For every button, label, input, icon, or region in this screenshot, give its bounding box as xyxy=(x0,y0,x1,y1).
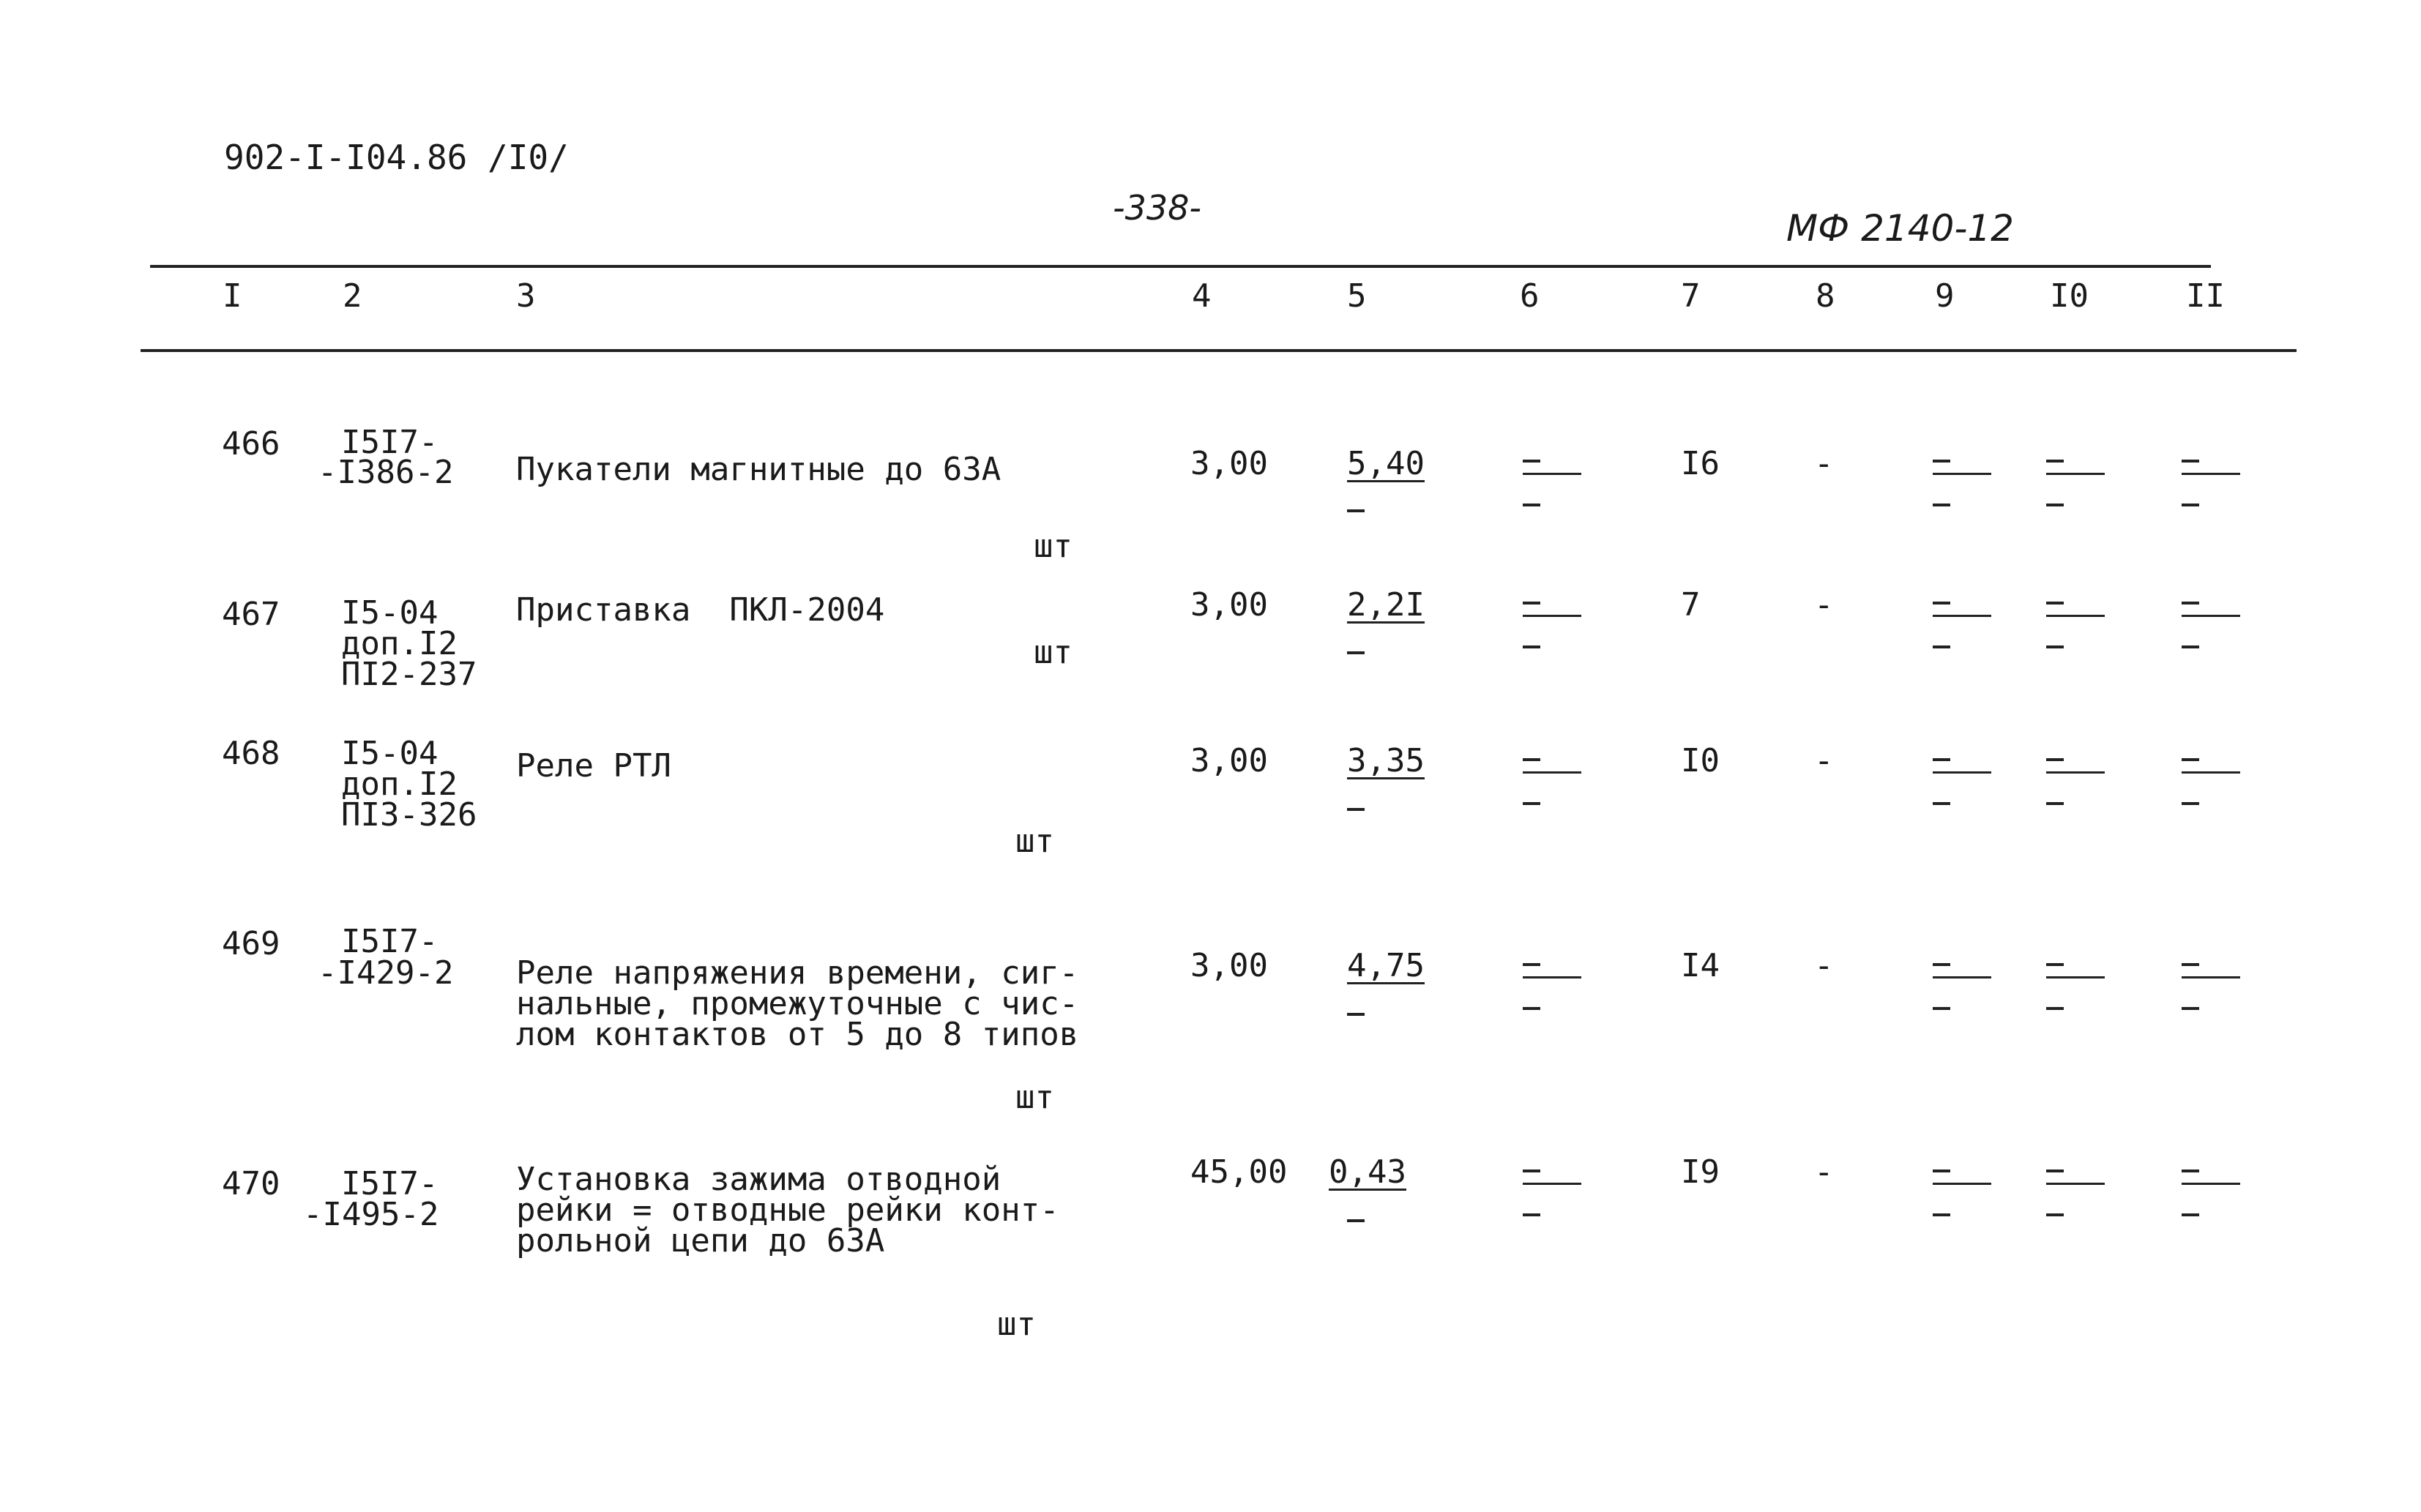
ditto-line xyxy=(1933,1183,1991,1185)
row-code-line: доп.I2 xyxy=(341,766,458,803)
row-col8-value: - xyxy=(1814,445,1834,482)
ditto-mark xyxy=(1933,1007,1950,1010)
ditto-line xyxy=(2046,771,2105,774)
row-number: 468 xyxy=(222,735,280,772)
row-col8-value: - xyxy=(1814,742,1834,779)
ditto-mark xyxy=(2046,460,2064,463)
document-code: 902-I-I04.86 /I0/ xyxy=(224,138,569,177)
row-code-line: ПI2-237 xyxy=(341,656,477,693)
ditto-mark xyxy=(2046,1213,2064,1216)
row-description-line: Установка зажима отводной xyxy=(516,1161,1001,1198)
ditto-line xyxy=(1933,615,1991,617)
ditto-mark xyxy=(1347,808,1365,811)
row-code-line: I5I7- xyxy=(341,1165,439,1202)
column-header-3: 3 xyxy=(516,277,536,315)
ditto-mark xyxy=(1523,802,1540,805)
column-header-4: 4 xyxy=(1192,277,1212,315)
ditto-line xyxy=(1523,771,1581,774)
column-header-1: I xyxy=(223,277,242,315)
row-unit: шт xyxy=(997,1306,1036,1343)
row-col7-value: I6 xyxy=(1681,445,1720,482)
ditto-line xyxy=(2046,1183,2105,1185)
row-col5-value: 3,35 xyxy=(1347,742,1425,779)
row-col7-value: I0 xyxy=(1681,742,1720,779)
ditto-mark xyxy=(1523,1213,1540,1216)
ditto-mark xyxy=(2046,602,2064,605)
row-code-line: I5I7- xyxy=(341,923,439,960)
row-code-line: I5-04 xyxy=(341,594,439,632)
row-number: 467 xyxy=(222,596,280,633)
column-header-2: 2 xyxy=(343,277,362,315)
row-col5-value: 4,75 xyxy=(1347,947,1425,984)
row-code-line: -I495-2 xyxy=(303,1196,439,1233)
ditto-mark xyxy=(2182,1007,2199,1010)
ditto-line xyxy=(2182,473,2240,475)
ditto-line xyxy=(2182,1183,2240,1185)
ditto-line xyxy=(2046,473,2105,475)
column-header-7: 7 xyxy=(1681,277,1701,315)
row-code-line: ПI3-326 xyxy=(341,796,477,834)
row-col7-value: I9 xyxy=(1681,1153,1720,1191)
ditto-mark xyxy=(1933,1169,1950,1172)
ditto-mark xyxy=(2182,602,2199,605)
ditto-line xyxy=(1523,615,1581,617)
ditto-line xyxy=(1933,771,1991,774)
ditto-mark xyxy=(1523,645,1540,648)
ditto-mark xyxy=(1933,963,1950,966)
ditto-mark xyxy=(2182,645,2199,648)
ditto-mark xyxy=(2182,802,2199,805)
ditto-mark xyxy=(1933,504,1950,506)
row-description-line: лом контактов от 5 до 8 типов xyxy=(516,1016,1079,1053)
ditto-line xyxy=(2182,771,2240,774)
ditto-line xyxy=(2046,615,2105,617)
column-header-5: 5 xyxy=(1347,277,1367,315)
ditto-mark xyxy=(1523,963,1540,966)
row-unit: шт xyxy=(1015,823,1054,860)
ditto-mark xyxy=(2182,1213,2199,1216)
column-header-10: I0 xyxy=(2050,277,2089,315)
ditto-line xyxy=(1933,473,1991,475)
ditto-mark xyxy=(1933,802,1950,805)
ditto-mark xyxy=(1933,602,1950,605)
ditto-mark xyxy=(1523,460,1540,463)
ditto-mark xyxy=(1347,651,1365,654)
ditto-mark xyxy=(2046,802,2064,805)
ditto-line xyxy=(1523,1183,1581,1185)
ditto-mark xyxy=(1933,645,1950,648)
row-col4-value: 3,00 xyxy=(1190,947,1268,984)
ditto-mark xyxy=(2182,963,2199,966)
row-code-line: -I429-2 xyxy=(318,954,454,992)
page-number: -338- xyxy=(1113,188,1201,228)
ditto-mark xyxy=(1347,509,1365,512)
row-unit: шт xyxy=(1015,1079,1054,1116)
row-col5-value: 2,2I xyxy=(1347,586,1425,624)
ditto-mark xyxy=(2182,758,2199,761)
ditto-line xyxy=(1523,976,1581,978)
row-col8-value: - xyxy=(1814,947,1834,984)
ditto-mark xyxy=(2182,460,2199,463)
row-description-line: Приставка ПКЛ-2004 xyxy=(516,591,885,629)
ditto-mark xyxy=(2182,504,2199,506)
column-header-8: 8 xyxy=(1816,277,1835,315)
ditto-mark xyxy=(2046,963,2064,966)
ditto-mark xyxy=(1347,1219,1365,1222)
row-col4-value: 3,00 xyxy=(1190,445,1268,482)
ditto-mark xyxy=(1933,460,1950,463)
ditto-mark xyxy=(2046,758,2064,761)
ditto-line xyxy=(1933,976,1991,978)
ditto-mark xyxy=(2182,1169,2199,1172)
row-description-line: Реле напряжения времени, сиг- xyxy=(516,954,1079,992)
row-col8-value: - xyxy=(1814,1153,1834,1191)
row-unit: шт xyxy=(1034,634,1073,671)
row-col8-value: - xyxy=(1814,586,1834,624)
row-col7-value: 7 xyxy=(1681,586,1701,624)
ditto-mark xyxy=(2046,645,2064,648)
row-col4-value: 45,00 xyxy=(1190,1153,1288,1191)
row-code-line: -I386-2 xyxy=(318,454,454,491)
ditto-line xyxy=(2182,976,2240,978)
column-header-11: II xyxy=(2186,277,2225,315)
ditto-mark xyxy=(2046,1007,2064,1010)
ditto-mark xyxy=(1933,1213,1950,1216)
ditto-line xyxy=(1523,473,1581,475)
row-description-line: нальные, промежуточные с чис- xyxy=(516,985,1079,1022)
table-top-rule xyxy=(150,265,2211,268)
row-col5-value: 0,43 xyxy=(1329,1153,1406,1191)
row-description-line: Пукатели магнитные до 63А xyxy=(516,451,1001,488)
row-col4-value: 3,00 xyxy=(1190,586,1268,624)
row-number: 470 xyxy=(222,1165,280,1202)
table-header-rule xyxy=(141,349,2297,352)
ditto-mark xyxy=(1523,758,1540,761)
row-number: 469 xyxy=(222,925,280,962)
ditto-mark xyxy=(2046,504,2064,506)
ditto-mark xyxy=(1523,1007,1540,1010)
ditto-mark xyxy=(1523,602,1540,605)
row-code-line: I5-04 xyxy=(341,735,439,772)
ditto-line xyxy=(2182,615,2240,617)
row-col4-value: 3,00 xyxy=(1190,742,1268,779)
ditto-line xyxy=(2046,976,2105,978)
row-description-line: рейки = отводные рейки конт- xyxy=(516,1191,1059,1229)
column-header-9: 9 xyxy=(1935,277,1955,315)
row-code-line: доп.I2 xyxy=(341,625,458,662)
ditto-mark xyxy=(1347,1013,1365,1016)
row-description-line: Реле РТЛ xyxy=(516,747,671,785)
handwritten-stamp: МФ 2140-12 xyxy=(1786,207,2014,250)
ditto-mark xyxy=(2046,1169,2064,1172)
row-col7-value: I4 xyxy=(1681,947,1720,984)
row-col5-value: 5,40 xyxy=(1347,445,1425,482)
ditto-mark xyxy=(1523,1169,1540,1172)
column-header-6: 6 xyxy=(1520,277,1540,315)
ditto-mark xyxy=(1933,758,1950,761)
ditto-mark xyxy=(1523,504,1540,506)
row-unit: шт xyxy=(1034,528,1073,565)
row-code-line: I5I7- xyxy=(341,424,439,461)
row-description-line: рольной цепи до 63А xyxy=(516,1222,885,1260)
row-number: 466 xyxy=(222,425,280,463)
